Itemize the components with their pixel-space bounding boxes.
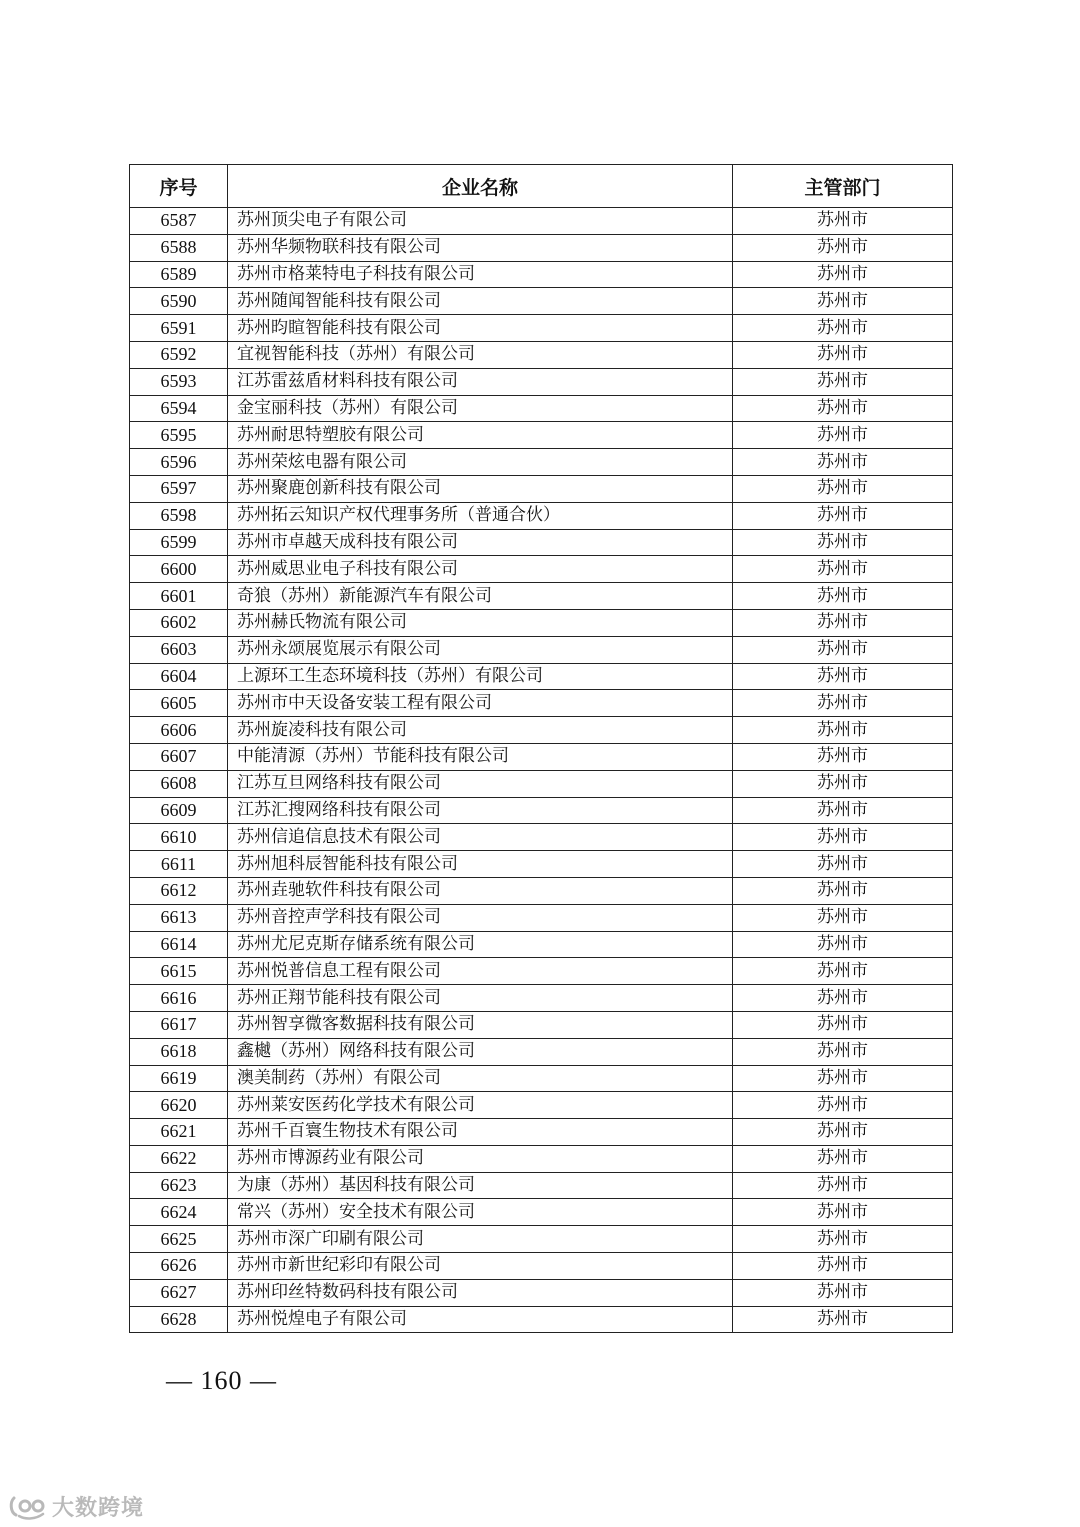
row-enterprise-name: 奇狼（苏州）新能源汽车有限公司 bbox=[228, 583, 733, 610]
table-row bbox=[130, 1065, 953, 1092]
row-department: 苏州市 bbox=[733, 556, 953, 583]
row-serial-number: 6612 bbox=[130, 877, 228, 904]
table-row bbox=[130, 556, 953, 583]
row-enterprise-name: 苏州随闻智能科技有限公司 bbox=[228, 288, 733, 315]
table-row bbox=[130, 1226, 953, 1253]
row-department: 苏州市 bbox=[733, 904, 953, 931]
row-department: 苏州市 bbox=[733, 743, 953, 770]
row-enterprise-name: 苏州聚鹿创新科技有限公司 bbox=[228, 475, 733, 502]
row-serial-number: 6609 bbox=[130, 797, 228, 824]
row-department: 苏州市 bbox=[733, 663, 953, 690]
table-row bbox=[130, 609, 953, 636]
header-serial-number: 序号 bbox=[130, 165, 228, 208]
header-row bbox=[130, 165, 953, 208]
row-serial-number: 6624 bbox=[130, 1199, 228, 1226]
row-enterprise-name: 苏州智享微客数据科技有限公司 bbox=[228, 1011, 733, 1038]
watermark-text: 大数跨境 bbox=[52, 1496, 145, 1521]
row-enterprise-name: 宜视智能科技（苏州）有限公司 bbox=[228, 341, 733, 368]
table-row bbox=[130, 904, 953, 931]
row-serial-number: 6602 bbox=[130, 609, 228, 636]
table-row bbox=[130, 1253, 953, 1280]
row-serial-number: 6601 bbox=[130, 583, 228, 610]
row-department: 苏州市 bbox=[733, 1306, 953, 1333]
table-row bbox=[130, 663, 953, 690]
table-row bbox=[130, 1306, 953, 1333]
table-row bbox=[130, 636, 953, 663]
table-row bbox=[130, 1119, 953, 1146]
table-body bbox=[130, 208, 953, 1333]
row-serial-number: 6589 bbox=[130, 261, 228, 288]
table-row bbox=[130, 1092, 953, 1119]
row-department: 苏州市 bbox=[733, 502, 953, 529]
row-serial-number: 6628 bbox=[130, 1306, 228, 1333]
row-serial-number: 6616 bbox=[130, 985, 228, 1012]
table-row bbox=[130, 851, 953, 878]
row-enterprise-name: 澳美制药（苏州）有限公司 bbox=[228, 1065, 733, 1092]
row-department: 苏州市 bbox=[733, 1279, 953, 1306]
row-department: 苏州市 bbox=[733, 395, 953, 422]
row-department: 苏州市 bbox=[733, 234, 953, 261]
row-department: 苏州市 bbox=[733, 1011, 953, 1038]
row-department: 苏州市 bbox=[733, 449, 953, 476]
table-row bbox=[130, 234, 953, 261]
row-enterprise-name: 常兴（苏州）安全技术有限公司 bbox=[228, 1199, 733, 1226]
table-row bbox=[130, 877, 953, 904]
row-serial-number: 6608 bbox=[130, 770, 228, 797]
row-serial-number: 6614 bbox=[130, 931, 228, 958]
row-enterprise-name: 苏州耐思特塑胶有限公司 bbox=[228, 422, 733, 449]
row-department: 苏州市 bbox=[733, 368, 953, 395]
row-enterprise-name: 苏州尤尼克斯存储系统有限公司 bbox=[228, 931, 733, 958]
row-enterprise-name: 鑫樾（苏州）网络科技有限公司 bbox=[228, 1038, 733, 1065]
row-enterprise-name: 苏州旋凌科技有限公司 bbox=[228, 717, 733, 744]
row-serial-number: 6625 bbox=[130, 1226, 228, 1253]
row-serial-number: 6599 bbox=[130, 529, 228, 556]
table-row bbox=[130, 1279, 953, 1306]
row-serial-number: 6611 bbox=[130, 851, 228, 878]
table-row bbox=[130, 743, 953, 770]
table-row bbox=[130, 1199, 953, 1226]
table-row bbox=[130, 958, 953, 985]
row-department: 苏州市 bbox=[733, 1119, 953, 1146]
row-serial-number: 6604 bbox=[130, 663, 228, 690]
table-row bbox=[130, 824, 953, 851]
row-department: 苏州市 bbox=[733, 1092, 953, 1119]
row-enterprise-name: 苏州旭科辰智能科技有限公司 bbox=[228, 851, 733, 878]
row-department: 苏州市 bbox=[733, 1253, 953, 1280]
table-row bbox=[130, 395, 953, 422]
row-enterprise-name: 上源环工生态环境科技（苏州）有限公司 bbox=[228, 663, 733, 690]
table-row bbox=[130, 1011, 953, 1038]
row-enterprise-name: 苏州垚驰软件科技有限公司 bbox=[228, 877, 733, 904]
row-department: 苏州市 bbox=[733, 1172, 953, 1199]
row-enterprise-name: 江苏雷兹盾材料科技有限公司 bbox=[228, 368, 733, 395]
row-enterprise-name: 苏州永颂展览展示有限公司 bbox=[228, 636, 733, 663]
table-row bbox=[130, 449, 953, 476]
enterprise-table bbox=[129, 164, 953, 1333]
row-enterprise-name: 苏州市新世纪彩印有限公司 bbox=[228, 1253, 733, 1280]
table-row bbox=[130, 208, 953, 235]
row-serial-number: 6619 bbox=[130, 1065, 228, 1092]
header-enterprise-name: 企业名称 bbox=[228, 165, 733, 208]
row-department: 苏州市 bbox=[733, 475, 953, 502]
row-department: 苏州市 bbox=[733, 208, 953, 235]
row-department: 苏州市 bbox=[733, 797, 953, 824]
row-serial-number: 6593 bbox=[130, 368, 228, 395]
row-enterprise-name: 苏州顶尖电子有限公司 bbox=[228, 208, 733, 235]
table-row bbox=[130, 422, 953, 449]
row-serial-number: 6606 bbox=[130, 717, 228, 744]
row-enterprise-name: 苏州悦普信息工程有限公司 bbox=[228, 958, 733, 985]
row-enterprise-name: 中能清源（苏州）节能科技有限公司 bbox=[228, 743, 733, 770]
row-enterprise-name: 苏州市深广印刷有限公司 bbox=[228, 1226, 733, 1253]
row-serial-number: 6587 bbox=[130, 208, 228, 235]
table-row bbox=[130, 288, 953, 315]
row-serial-number: 6600 bbox=[130, 556, 228, 583]
row-serial-number: 6607 bbox=[130, 743, 228, 770]
row-department: 苏州市 bbox=[733, 341, 953, 368]
table-row bbox=[130, 502, 953, 529]
row-serial-number: 6623 bbox=[130, 1172, 228, 1199]
row-enterprise-name: 苏州市中天设备安装工程有限公司 bbox=[228, 690, 733, 717]
table-row bbox=[130, 475, 953, 502]
table-row bbox=[130, 368, 953, 395]
row-enterprise-name: 苏州正翔节能科技有限公司 bbox=[228, 985, 733, 1012]
table-row bbox=[130, 261, 953, 288]
row-serial-number: 6621 bbox=[130, 1119, 228, 1146]
row-department: 苏州市 bbox=[733, 985, 953, 1012]
header-department: 主管部门 bbox=[733, 165, 953, 208]
table-row bbox=[130, 583, 953, 610]
row-enterprise-name: 苏州音控声学科技有限公司 bbox=[228, 904, 733, 931]
row-serial-number: 6605 bbox=[130, 690, 228, 717]
row-department: 苏州市 bbox=[733, 422, 953, 449]
row-serial-number: 6610 bbox=[130, 824, 228, 851]
row-enterprise-name: 苏州华频物联科技有限公司 bbox=[228, 234, 733, 261]
row-serial-number: 6598 bbox=[130, 502, 228, 529]
row-enterprise-name: 苏州市卓越天成科技有限公司 bbox=[228, 529, 733, 556]
row-department: 苏州市 bbox=[733, 315, 953, 342]
row-department: 苏州市 bbox=[733, 1199, 953, 1226]
row-enterprise-name: 江苏汇搜网络科技有限公司 bbox=[228, 797, 733, 824]
row-serial-number: 6627 bbox=[130, 1279, 228, 1306]
row-enterprise-name: 苏州赫氏物流有限公司 bbox=[228, 609, 733, 636]
row-department: 苏州市 bbox=[733, 609, 953, 636]
row-department: 苏州市 bbox=[733, 931, 953, 958]
row-enterprise-name: 苏州拓云知识产权代理事务所（普通合伙） bbox=[228, 502, 733, 529]
row-enterprise-name: 苏州信追信息技术有限公司 bbox=[228, 824, 733, 851]
table-row bbox=[130, 1172, 953, 1199]
row-department: 苏州市 bbox=[733, 1226, 953, 1253]
brand-logo-icon bbox=[8, 1494, 48, 1520]
table-row bbox=[130, 717, 953, 744]
row-department: 苏州市 bbox=[733, 877, 953, 904]
row-enterprise-name: 苏州市博源药业有限公司 bbox=[228, 1145, 733, 1172]
row-department: 苏州市 bbox=[733, 958, 953, 985]
row-department: 苏州市 bbox=[733, 851, 953, 878]
row-enterprise-name: 金宝丽科技（苏州）有限公司 bbox=[228, 395, 733, 422]
watermark bbox=[8, 1491, 144, 1522]
row-serial-number: 6617 bbox=[130, 1011, 228, 1038]
table-header bbox=[130, 165, 953, 208]
row-serial-number: 6597 bbox=[130, 475, 228, 502]
row-serial-number: 6596 bbox=[130, 449, 228, 476]
row-serial-number: 6590 bbox=[130, 288, 228, 315]
row-serial-number: 6618 bbox=[130, 1038, 228, 1065]
page-number: — 160 — bbox=[166, 1366, 277, 1395]
table-row bbox=[130, 1038, 953, 1065]
row-serial-number: 6626 bbox=[130, 1253, 228, 1280]
row-serial-number: 6622 bbox=[130, 1145, 228, 1172]
row-enterprise-name: 苏州昀睻智能科技有限公司 bbox=[228, 315, 733, 342]
row-department: 苏州市 bbox=[733, 690, 953, 717]
row-serial-number: 6620 bbox=[130, 1092, 228, 1119]
row-department: 苏州市 bbox=[733, 717, 953, 744]
row-serial-number: 6591 bbox=[130, 315, 228, 342]
row-enterprise-name: 苏州悦煌电子有限公司 bbox=[228, 1306, 733, 1333]
row-serial-number: 6588 bbox=[130, 234, 228, 261]
row-enterprise-name: 苏州千百寰生物技术有限公司 bbox=[228, 1119, 733, 1146]
table-row bbox=[130, 797, 953, 824]
table-row bbox=[130, 315, 953, 342]
row-serial-number: 6594 bbox=[130, 395, 228, 422]
row-serial-number: 6615 bbox=[130, 958, 228, 985]
row-enterprise-name: 苏州莱安医药化学技术有限公司 bbox=[228, 1092, 733, 1119]
row-enterprise-name: 苏州威思业电子科技有限公司 bbox=[228, 556, 733, 583]
row-serial-number: 6603 bbox=[130, 636, 228, 663]
table-row bbox=[130, 529, 953, 556]
row-enterprise-name: 苏州市格莱特电子科技有限公司 bbox=[228, 261, 733, 288]
row-department: 苏州市 bbox=[733, 1065, 953, 1092]
row-department: 苏州市 bbox=[733, 261, 953, 288]
row-department: 苏州市 bbox=[733, 583, 953, 610]
row-enterprise-name: 江苏互旦网络科技有限公司 bbox=[228, 770, 733, 797]
row-serial-number: 6595 bbox=[130, 422, 228, 449]
row-department: 苏州市 bbox=[733, 770, 953, 797]
table-row bbox=[130, 931, 953, 958]
row-department: 苏州市 bbox=[733, 288, 953, 315]
table-row bbox=[130, 1145, 953, 1172]
table-row bbox=[130, 985, 953, 1012]
row-department: 苏州市 bbox=[733, 824, 953, 851]
row-department: 苏州市 bbox=[733, 636, 953, 663]
row-enterprise-name: 苏州荣炫电器有限公司 bbox=[228, 449, 733, 476]
row-enterprise-name: 为康（苏州）基因科技有限公司 bbox=[228, 1172, 733, 1199]
row-department: 苏州市 bbox=[733, 1038, 953, 1065]
table-row bbox=[130, 770, 953, 797]
row-department: 苏州市 bbox=[733, 1145, 953, 1172]
row-enterprise-name: 苏州印丝特数码科技有限公司 bbox=[228, 1279, 733, 1306]
row-department: 苏州市 bbox=[733, 529, 953, 556]
row-serial-number: 6592 bbox=[130, 341, 228, 368]
table-row bbox=[130, 690, 953, 717]
row-serial-number: 6613 bbox=[130, 904, 228, 931]
table-row bbox=[130, 341, 953, 368]
